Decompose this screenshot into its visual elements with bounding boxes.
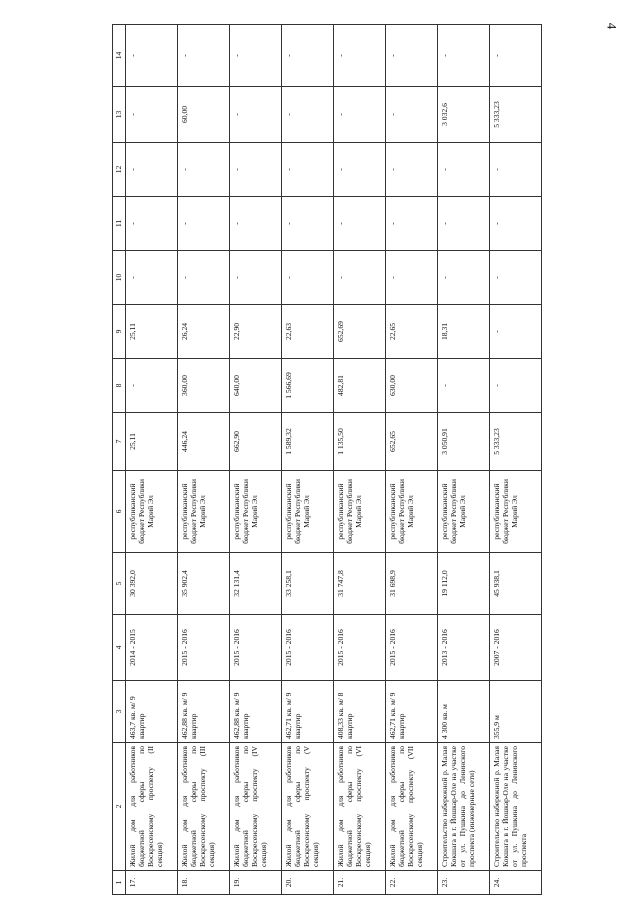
table-cell-col-13: -: [334, 87, 386, 143]
table-cell-col-9: 18,31: [438, 305, 490, 359]
table-cell-col-12: -: [490, 143, 542, 197]
col-header: 4: [113, 615, 126, 681]
table-cell-col-10: -: [230, 251, 282, 305]
table-cell-col-11: -: [126, 197, 178, 251]
table-cell-col-14: -: [438, 25, 490, 87]
table-row: [438, 25, 490, 895]
table-cell-col-11: -: [386, 197, 438, 251]
table-cell-col-10: -: [334, 251, 386, 305]
table-cell-col-3: 355,9 м: [490, 681, 542, 743]
table-cell-col-9: -: [490, 305, 542, 359]
table-cell-col-7: 1 135,50: [334, 413, 386, 471]
table-cell-col-8: -: [438, 359, 490, 413]
table-cell-col-4: 2007 - 2016: [490, 615, 542, 681]
table-cell-col-4: 2015 - 2016: [230, 615, 282, 681]
table-row: [230, 25, 282, 895]
table-cell-col-5: 45 938,1: [490, 553, 542, 615]
table-cell-col-11: -: [178, 197, 230, 251]
table-cell-col-2: Жилой дом для работников бюджетной сферы по Воскресенскому проспекту (V секция): [282, 743, 334, 871]
table-cell-col-1: 19.: [230, 871, 282, 895]
col-header: 14: [113, 25, 126, 87]
data-table: [112, 24, 542, 895]
table-cell-col-6: республиканский бюджет Республики Марий Эл: [490, 471, 542, 553]
table-cell-col-13: 60,00: [178, 87, 230, 143]
table-cell-col-6: республиканский бюджет Республики Марий Эл: [282, 471, 334, 553]
table-cell-col-2: Строительство набережной р. Малая Кокшага в г. Йошкар-Оле на участке от ул. Пушкина до Ленинского проспекта (инженерные сети): [438, 743, 490, 871]
col-header: 13: [113, 87, 126, 143]
table-cell-col-6: республиканский бюджет Республики Марий Эл: [386, 471, 438, 553]
table-cell-col-1: 24.: [490, 871, 542, 895]
table-cell-col-3: 462,88 кв. м/ 9 квартир: [230, 681, 282, 743]
table-cell-col-14: -: [282, 25, 334, 87]
table-cell-col-6: республиканский бюджет Республики Марий Эл: [438, 471, 490, 553]
table-cell-col-9: 22,90: [230, 305, 282, 359]
table-cell-col-6: республиканский бюджет Республики Марий Эл: [230, 471, 282, 553]
table-cell-col-5: 32 131,4: [230, 553, 282, 615]
table-cell-col-9: 26,24: [178, 305, 230, 359]
table-cell-col-11: -: [334, 197, 386, 251]
col-header: 10: [113, 251, 126, 305]
table-cell-col-12: -: [178, 143, 230, 197]
table-cell-col-5: 30 392,0: [126, 553, 178, 615]
col-header: 7: [113, 413, 126, 471]
table-cell-col-11: -: [282, 197, 334, 251]
table-cell-col-11: -: [438, 197, 490, 251]
table-cell-col-8: 1 566,69: [282, 359, 334, 413]
table-cell-col-2: Жилой дом для работников бюджетной сферы по Воскресенскому проспекту (VI секция): [334, 743, 386, 871]
table-cell-col-13: 5 333,23: [490, 87, 542, 143]
table-row: [386, 25, 438, 895]
table-cell-col-3: 408,33 кв. м/ 8 квартир: [334, 681, 386, 743]
table-cell-col-13: -: [282, 87, 334, 143]
table-cell-col-5: 31 747,8: [334, 553, 386, 615]
table-cell-col-4: 2015 - 2016: [178, 615, 230, 681]
table-cell-col-10: -: [490, 251, 542, 305]
table-cell-col-5: 31 698,9: [386, 553, 438, 615]
col-header: 1: [113, 871, 126, 895]
table-cell-col-5: 19 112,0: [438, 553, 490, 615]
table-cell-col-14: -: [230, 25, 282, 87]
table-cell-col-10: -: [438, 251, 490, 305]
table-cell-col-1: 20.: [282, 871, 334, 895]
table-cell-col-3: 462,71 кв. м/ 9 квартир: [282, 681, 334, 743]
table-cell-col-6: республиканский бюджет Республики Марий Эл: [126, 471, 178, 553]
table-row: [490, 25, 542, 895]
table-cell-col-12: -: [438, 143, 490, 197]
table-body: [126, 25, 542, 895]
col-header: 3: [113, 681, 126, 743]
table-cell-col-8: 640,00: [230, 359, 282, 413]
page-number: 4: [604, 22, 620, 30]
table-cell-col-14: -: [490, 25, 542, 87]
table-cell-col-14: -: [126, 25, 178, 87]
table-cell-col-10: -: [178, 251, 230, 305]
table-cell-col-3: 4 300 кв. м: [438, 681, 490, 743]
col-header: 2: [113, 743, 126, 871]
table-cell-col-14: -: [178, 25, 230, 87]
table-cell-col-12: -: [386, 143, 438, 197]
table-cell-col-7: 1 589,32: [282, 413, 334, 471]
table-cell-col-6: республиканский бюджет Республики Марий Эл: [178, 471, 230, 553]
table-cell-col-5: 33 258,1: [282, 553, 334, 615]
table-cell-col-1: 23.: [438, 871, 490, 895]
table-row: [178, 25, 230, 895]
table-cell-col-7: 662,90: [230, 413, 282, 471]
header-row: [113, 25, 126, 895]
table-cell-col-3: 462,71 кв. м/ 9 квартир: [386, 681, 438, 743]
table-row: [126, 25, 178, 895]
table-cell-col-11: -: [490, 197, 542, 251]
table-cell-col-12: -: [282, 143, 334, 197]
col-header: 8: [113, 359, 126, 413]
table-cell-col-2: Жилой дом для работников бюджетной сферы по Воскресенскому проспекту (VII секция): [386, 743, 438, 871]
table-cell-col-8: -: [126, 359, 178, 413]
table-cell-col-8: 360,00: [178, 359, 230, 413]
table-cell-col-5: 35 902,4: [178, 553, 230, 615]
table-cell-col-13: -: [386, 87, 438, 143]
table-cell-col-7: 3 050,91: [438, 413, 490, 471]
table-cell-col-1: 17.: [126, 871, 178, 895]
table-cell-col-6: республиканский бюджет Республики Марий Эл: [334, 471, 386, 553]
table-cell-col-3: 463,7 кв. м/ 9 квартир: [126, 681, 178, 743]
col-header: 6: [113, 471, 126, 553]
table-cell-col-2: Жилой дом для работников бюджетной сферы по Воскресенскому проспекту (II секция): [126, 743, 178, 871]
table-cell-col-1: 18.: [178, 871, 230, 895]
table-cell-col-4: 2015 - 2016: [386, 615, 438, 681]
table-cell-col-9: 22,63: [282, 305, 334, 359]
table-cell-col-2: Жилой дом для работников бюджетной сферы по Воскресенскому проспекту (IV секция): [230, 743, 282, 871]
table-cell-col-13: -: [126, 87, 178, 143]
rotated-table-container: [112, 22, 632, 895]
table-cell-col-14: -: [386, 25, 438, 87]
col-header: 12: [113, 143, 126, 197]
table-row: [334, 25, 386, 895]
table-cell-col-4: 2013 - 2016: [438, 615, 490, 681]
table-cell-col-7: 25,11: [126, 413, 178, 471]
table-cell-col-3: 462,88 кв. м/ 9 квартир: [178, 681, 230, 743]
table-cell-col-4: 2014 - 2015: [126, 615, 178, 681]
table-cell-col-7: 652,65: [386, 413, 438, 471]
table-cell-col-13: -: [230, 87, 282, 143]
table-cell-col-12: -: [334, 143, 386, 197]
table-cell-col-2: Жилой дом для работников бюджетной сферы по Воскресенскому проспекту (III секция): [178, 743, 230, 871]
col-header: 9: [113, 305, 126, 359]
table-cell-col-10: -: [386, 251, 438, 305]
table-cell-col-1: 21.: [334, 871, 386, 895]
table-row: [282, 25, 334, 895]
table-cell-col-11: -: [230, 197, 282, 251]
table-cell-col-7: 5 333,23: [490, 413, 542, 471]
table-cell-col-7: 446,24: [178, 413, 230, 471]
table-cell-col-8: -: [490, 359, 542, 413]
table-cell-col-4: 2015 - 2016: [334, 615, 386, 681]
table-cell-col-8: 630,00: [386, 359, 438, 413]
table-cell-col-10: -: [282, 251, 334, 305]
table-cell-col-9: 25,11: [126, 305, 178, 359]
table-cell-col-8: 482,81: [334, 359, 386, 413]
table-cell-col-12: -: [126, 143, 178, 197]
table-cell-col-4: 2015 - 2016: [282, 615, 334, 681]
table-cell-col-14: -: [334, 25, 386, 87]
table-cell-col-9: 22,65: [386, 305, 438, 359]
table-cell-col-1: 22.: [386, 871, 438, 895]
table-cell-col-13: 3 032,6: [438, 87, 490, 143]
table-cell-col-12: -: [230, 143, 282, 197]
table-cell-col-9: 652,69: [334, 305, 386, 359]
col-header: 5: [113, 553, 126, 615]
table-cell-col-10: -: [126, 251, 178, 305]
table-cell-col-2: Строительство набережной р. Малая Кокшага в г. Йошкар-Оле на участке от ул. Пушкина до Ленинского проспекта: [490, 743, 542, 871]
col-header: 11: [113, 197, 126, 251]
